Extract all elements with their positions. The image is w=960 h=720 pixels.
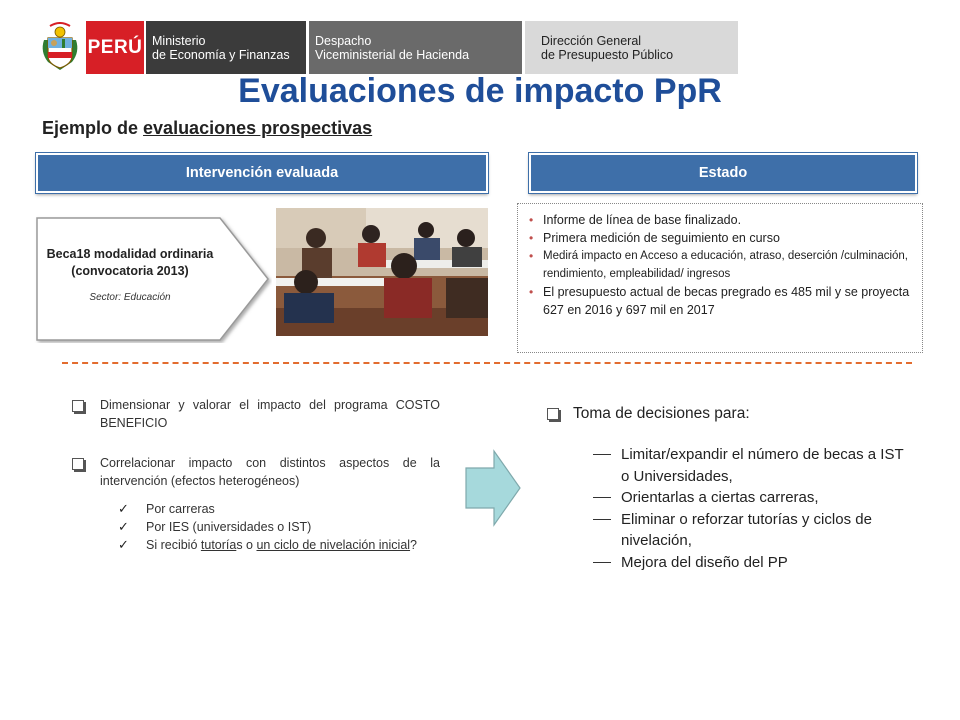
status-item: • Informe de línea de base finalizado. [527, 211, 919, 229]
directorate-line2: de Presupuesto Público [541, 47, 674, 62]
ministry-box [146, 21, 306, 74]
intervention-header-bar [36, 153, 488, 193]
check-text-nivelacion: un ciclo de nivelación inicial [256, 538, 411, 552]
check-text-a: Si recibió [146, 538, 201, 552]
heterogeneity-checklist [118, 500, 440, 554]
country-label: PERÚ [87, 36, 143, 58]
decisions-items [593, 444, 915, 573]
dash-bullet-icon [593, 519, 611, 520]
check-text-e: ? [410, 538, 417, 552]
students-exam-photo [276, 208, 488, 336]
status-item: • Primera medición de seguimiento en curso [527, 229, 919, 247]
dashed-separator [62, 362, 912, 364]
analysis-item-text: Correlacionar impacto con distintos aspectos de la intervención (efectos heterogéneos) [100, 456, 440, 488]
office-line1: Despacho [315, 33, 372, 48]
directorate-line1: Dirección General [541, 33, 642, 48]
decision-making-list [545, 402, 915, 573]
status-header-label: Estado [698, 165, 748, 181]
right-arrow-icon [464, 449, 522, 527]
ministry-line2: de Economía y Finanzas [152, 47, 290, 62]
dash-bullet-icon [593, 562, 611, 563]
status-item: • Medirá impacto en Acceso a educación, atraso, deserción /culminación, rendimiento, empleabilidad/ ingresos [527, 247, 919, 283]
dash-bullet-icon [593, 497, 611, 498]
status-header-bar [529, 153, 917, 193]
check-text-c: s o [236, 538, 257, 552]
page-title: Evaluaciones de impacto PpR [238, 72, 722, 110]
square-bullet-icon [72, 400, 84, 412]
decisions-heading-text: Toma de decisiones para: [573, 405, 750, 422]
check-item [118, 500, 440, 518]
intervention-sector: Sector: Educación [89, 292, 171, 303]
impact-analysis-list [70, 396, 440, 554]
vice-ministry-box [309, 21, 522, 74]
decision-item [593, 444, 915, 487]
dash-bullet-icon [593, 454, 611, 455]
subtitle-underlined: evaluaciones prospectivas [143, 118, 373, 138]
intervention-name-line2: (convocatoria 2013) [71, 264, 189, 278]
decision-text: Eliminar o reforzar tutorías y ciclos de nivelación, [621, 510, 872, 549]
check-text: Por IES (universidades o IST) [146, 520, 312, 534]
decision-item [593, 552, 915, 574]
intervention-header-label: Intervención evaluada [185, 165, 339, 181]
checkmark-icon: ✓ [118, 501, 129, 516]
decision-item [593, 487, 915, 509]
office-line2: Viceministerial de Hacienda [315, 47, 470, 62]
status-item: • El presupuesto actual de becas pregrado es 485 mil y se proyecta 627 en 2016 y 697 mil en 2017 [527, 283, 919, 319]
check-text-tutoria: tutoría [200, 538, 237, 552]
decision-item [593, 509, 915, 552]
ministry-line1: Ministerio [152, 33, 206, 48]
intervention-name-line1: Beca18 modalidad ordinaria [46, 247, 214, 261]
peru-brand-box [86, 21, 144, 74]
checkmark-icon: ✓ [118, 519, 129, 534]
square-bullet-icon [72, 458, 84, 470]
analysis-item-heterogeneous [70, 454, 440, 490]
decision-text: Orientarlas a ciertas carreras, [621, 489, 819, 506]
decision-text: Mejora del diseño del PP [621, 553, 788, 571]
directorate-box [525, 21, 738, 74]
peru-coat-of-arms-icon [40, 22, 80, 72]
check-item [118, 518, 440, 536]
square-bullet-icon [547, 408, 559, 420]
subtitle-prefix: Ejemplo de [42, 118, 144, 138]
section-subtitle [42, 118, 372, 139]
decision-text: Limitar/expandir el número de becas a IST o Universidades, [621, 446, 904, 485]
decisions-heading [545, 402, 915, 426]
checkmark-icon: ✓ [118, 537, 129, 552]
intervention-card [40, 246, 220, 303]
analysis-item-text: Dimensionar y valorar el impacto del programa COSTO BENEFICIO [100, 398, 440, 430]
analysis-item-cost-benefit [70, 396, 440, 432]
check-item [118, 536, 440, 554]
status-list [527, 211, 919, 319]
check-text: Por carreras [146, 502, 215, 516]
